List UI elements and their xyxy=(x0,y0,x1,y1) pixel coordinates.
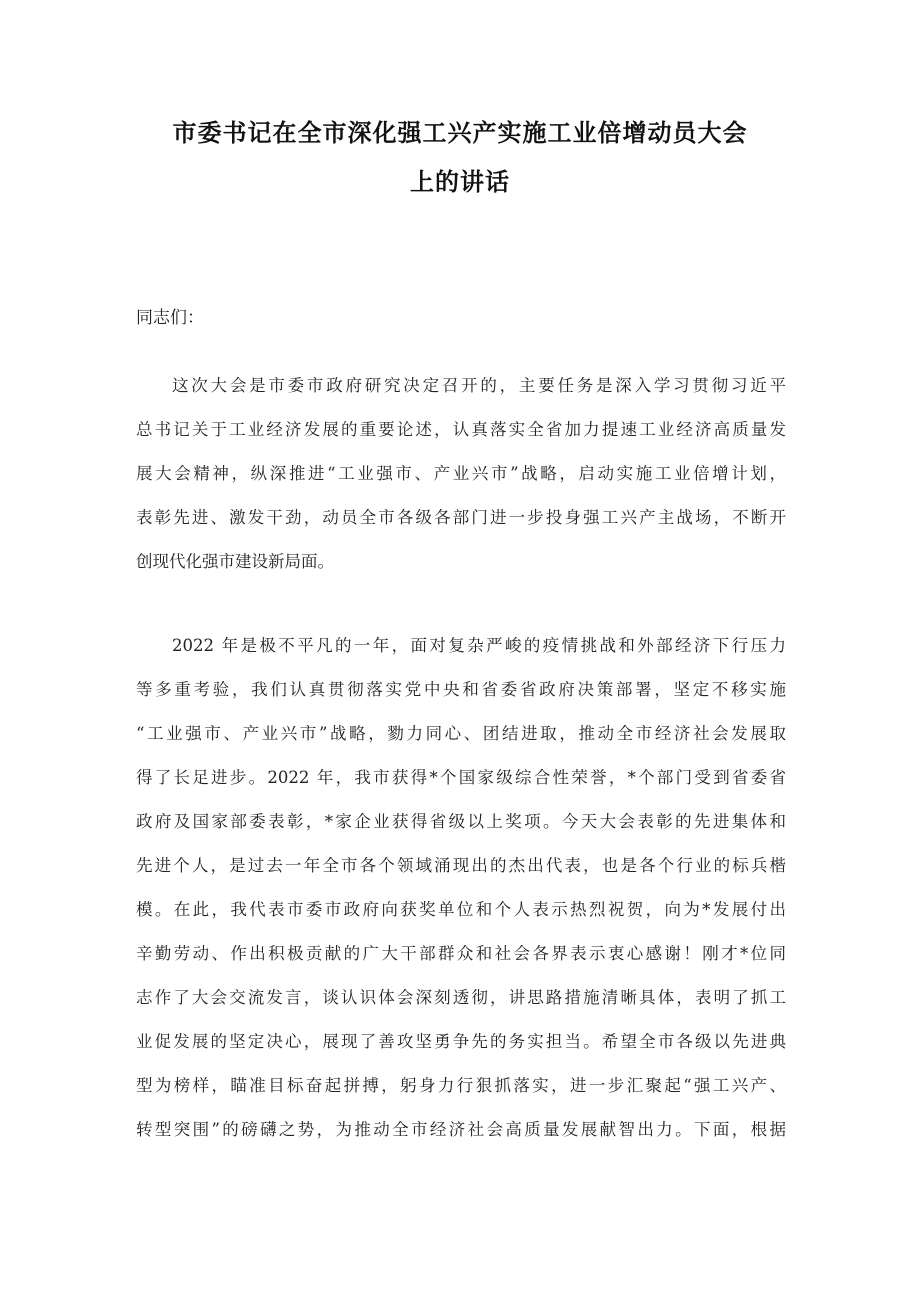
paragraph-line: 表彰先进、激发干劲，动员全市各级各部门进一步投身强工兴产主战场，不断开 xyxy=(136,508,786,527)
document-title-line-2: 上的讲话 xyxy=(410,168,510,196)
paragraph-2 xyxy=(136,624,786,1152)
paragraph-line: 志作了大会交流发言，谈认识体会深刻透彻，讲思路措施清晰具体，表明了抓工 xyxy=(136,988,786,1007)
paragraph-line: 政府及国家部委表彰，*家企业获得省级以上奖项。今天大会表彰的先进集体和 xyxy=(136,812,786,831)
paragraph-line: 等多重考验，我们认真贯彻落实党中央和省委省政府决策部署，坚定不移实施 xyxy=(136,680,786,699)
paragraph-line: 型为榜样，瞄准目标奋起拼搏，躬身力行狠抓落实，进一步汇聚起“强工兴产、 xyxy=(136,1076,786,1095)
paragraph-line: 创现代化强市建设新局面。 xyxy=(136,552,334,571)
paragraph-1 xyxy=(136,364,786,584)
paragraph-line: 模。在此，我代表市委市政府向获奖单位和个人表示热烈祝贺，向为*发展付出 xyxy=(136,900,786,919)
paragraph-line: 这次大会是市委市政府研究决定召开的，主要任务是深入学习贯彻习近平 xyxy=(172,376,786,395)
salutation: 同志们： xyxy=(136,308,204,328)
paragraph-line: 2022 年是极不平凡的一年，面对复杂严峻的疫情挑战和外部经济下行压力 xyxy=(172,636,786,655)
paragraph-line: 业促发展的坚定决心，展现了善攻坚勇争先的务实担当。希望全市各级以先进典 xyxy=(136,1032,786,1051)
paragraph-line: 辛勤劳动、作出积极贡献的广大干部群众和社会各界表示衷心感谢！刚才*位同 xyxy=(136,944,786,963)
paragraph-line: 得了长足进步。2022 年，我市获得*个国家级综合性荣誉，*个部门受到省委省 xyxy=(136,768,786,787)
document-title-line-1: 市委书记在全市深化强工兴产实施工业倍增动员大会 xyxy=(172,119,748,147)
paragraph-line: 先进个人，是过去一年全市各个领域涌现出的杰出代表，也是各个行业的标兵楷 xyxy=(136,856,786,875)
paragraph-line: “工业强市、产业兴市”战略，勠力同心、团结进取，推动全市经济社会发展取 xyxy=(136,724,786,743)
paragraph-line: 转型突围”的磅礴之势，为推动全市经济社会高质量发展献智出力。下面，根据 xyxy=(136,1120,786,1139)
paragraph-line: 展大会精神，纵深推进“工业强市、产业兴市”战略，启动实施工业倍增计划， xyxy=(136,464,786,483)
paragraph-line: 总书记关于工业经济发展的重要论述，认真落实全省加力提速工业经济高质量发 xyxy=(136,420,786,439)
